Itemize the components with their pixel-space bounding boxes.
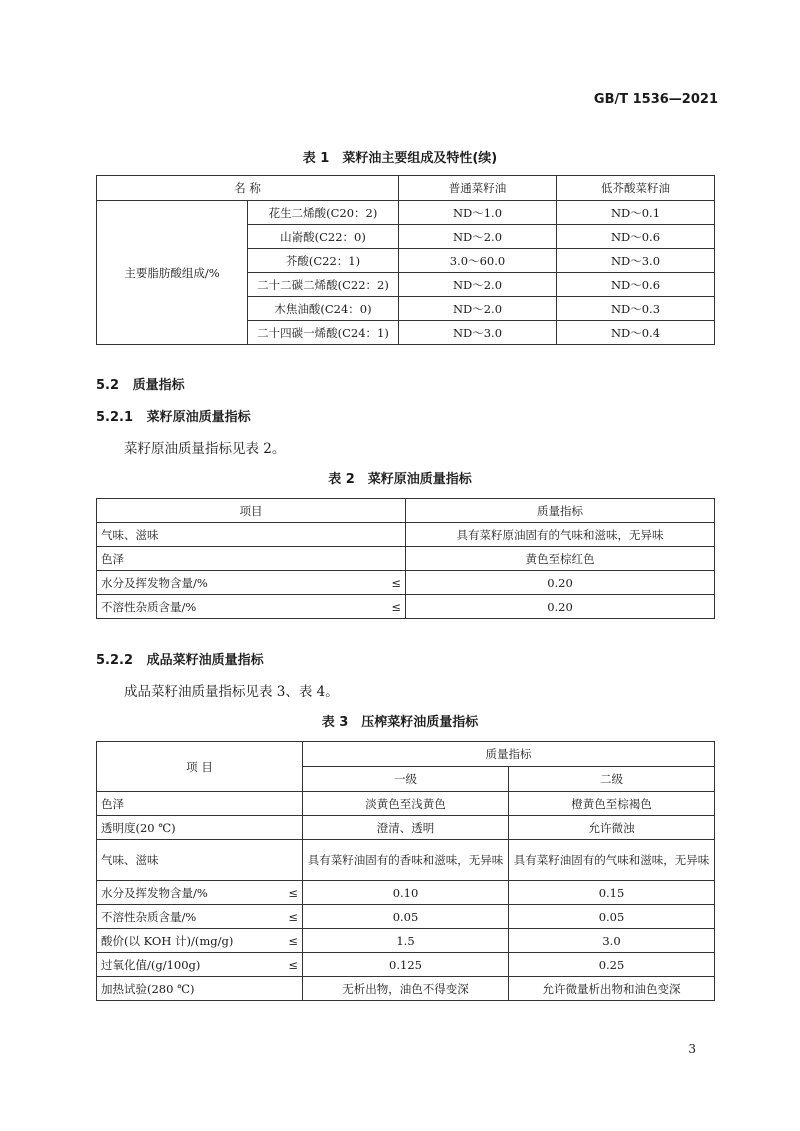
table1-row-low-erucic: ND～0.6 (557, 273, 715, 297)
table1-row-name: 花生二烯酸(C20：2) (248, 201, 399, 225)
table3-row-grade1: 1.5 (303, 929, 509, 953)
table2-row-item (97, 547, 406, 571)
table3-row-grade1: 0.125 (303, 953, 509, 977)
table1 (96, 175, 715, 345)
table1-row-ordinary: ND～3.0 (399, 321, 557, 345)
table3-row-grade1: 0.05 (303, 905, 509, 929)
standard-code: GB/T 1536—2021 (593, 92, 718, 107)
table3-row-grade2: 具有菜籽油固有的气味和滋味，无异味 (509, 840, 715, 881)
table-row (97, 571, 715, 595)
table3-row-grade2: 0.15 (509, 881, 715, 905)
table3-row-grade1: 淡黄色至浅黄色 (303, 792, 509, 816)
table-row (97, 840, 715, 881)
comparison-mark: ≤ (288, 885, 298, 900)
table3-row-item (97, 929, 303, 953)
item-label: 色泽 (101, 796, 124, 811)
section-number: 5.2 (96, 378, 120, 393)
table3-row-item (97, 816, 303, 840)
table1-row-low-erucic: ND～3.0 (557, 249, 715, 273)
table1-header-row (97, 176, 715, 201)
table2-row-value: 0.20 (406, 571, 715, 595)
table3-header-grade2: 二级 (509, 767, 715, 792)
table3-row-item (97, 905, 303, 929)
table3-row-grade2: 允许微浊 (509, 816, 715, 840)
table2 (96, 498, 715, 619)
table-row (97, 881, 715, 905)
section-title: 质量指标 (132, 378, 185, 393)
table2-row-value: 黄色至棕红色 (406, 547, 715, 571)
table3-row-grade2: 0.25 (509, 953, 715, 977)
table1-row-name: 二十二碳二烯酸(C22：2) (248, 273, 399, 297)
section-number: 5.2.2 (96, 653, 134, 668)
table-row (97, 523, 715, 547)
table1-row-low-erucic: ND～0.3 (557, 297, 715, 321)
table3-row-grade2: 0.05 (509, 905, 715, 929)
item-label: 不溶性杂质含量/% (101, 599, 197, 614)
table1-row-ordinary: ND～2.0 (399, 225, 557, 249)
table2-header-row (97, 499, 715, 523)
item-label: 酸价(以 KOH 计)/(mg/g) (101, 933, 234, 948)
section-title: 菜籽原油质量指标 (146, 410, 251, 425)
section-5-2-1-heading (96, 406, 251, 425)
table1-row-ordinary: ND～1.0 (399, 201, 557, 225)
table-row (97, 929, 715, 953)
table-row (97, 201, 715, 225)
table1-row-name: 木焦油酸(C24：0) (248, 297, 399, 321)
item-label: 气味、滋味 (101, 853, 159, 867)
comparison-mark: ≤ (391, 599, 401, 614)
table-row (97, 547, 715, 571)
table3-row-grade2: 橙黄色至棕褐色 (509, 792, 715, 816)
table1-row-name: 二十四碳一烯酸(C24：1) (248, 321, 399, 345)
table2-row-value: 0.20 (406, 595, 715, 619)
table3-header-quality: 质量指标 (303, 742, 715, 767)
table3-header-item: 项 目 (97, 742, 303, 792)
item-label: 过氧化值/(g/100g) (101, 957, 201, 972)
table1-group-label: 主要脂肪酸组成/% (97, 201, 248, 345)
table3-row-grade1: 无析出物，油色不得变深 (303, 977, 509, 1001)
table2-row-value: 具有菜籽原油固有的气味和滋味，无异味 (406, 523, 715, 547)
table3-row-grade1: 澄清、透明 (303, 816, 509, 840)
section-5-2-heading (96, 374, 185, 393)
table-row (97, 905, 715, 929)
item-label: 气味、滋味 (101, 527, 159, 542)
table1-row-low-erucic: ND～0.4 (557, 321, 715, 345)
section-5-2-2-heading (96, 649, 264, 668)
table1-header-name: 名 称 (97, 176, 399, 201)
table2-header-value: 质量指标 (406, 499, 715, 523)
table3-row-grade1: 具有菜籽油固有的香味和滋味，无异味 (303, 840, 509, 881)
table1-row-low-erucic: ND～0.1 (557, 201, 715, 225)
comparison-mark: ≤ (288, 933, 298, 948)
item-label: 透明度(20 ℃) (101, 820, 176, 835)
table3-header-grade1: 一级 (303, 767, 509, 792)
table1-row-ordinary: ND～2.0 (399, 297, 557, 321)
table1-row-low-erucic: ND～0.6 (557, 225, 715, 249)
table1-row-ordinary: 3.0～60.0 (399, 249, 557, 273)
table2-row-item (97, 595, 406, 619)
item-label: 水分及挥发物含量/% (101, 885, 208, 900)
table-row (97, 816, 715, 840)
table1-header-ordinary: 普通菜籽油 (399, 176, 557, 201)
table3-row-item (97, 977, 303, 1001)
table3-row-item (97, 881, 303, 905)
section-number: 5.2.1 (96, 410, 134, 425)
table3-row-grade2: 允许微量析出物和油色变深 (509, 977, 715, 1001)
table1-row-ordinary: ND～2.0 (399, 273, 557, 297)
table2-caption: 表 2 菜籽原油质量指标 (328, 472, 472, 487)
page-number: 3 (688, 1042, 696, 1056)
comparison-mark: ≤ (288, 957, 298, 972)
table1-header-low-erucic: 低芥酸菜籽油 (557, 176, 715, 201)
table3-row-item (97, 953, 303, 977)
table3 (96, 741, 715, 1001)
table3-row-grade2: 3.0 (509, 929, 715, 953)
table2-row-item (97, 523, 406, 547)
table-row (97, 953, 715, 977)
table3-row-grade1: 0.10 (303, 881, 509, 905)
table1-row-name: 山嵛酸(C22：0) (248, 225, 399, 249)
table2-row-item (97, 571, 406, 595)
section-5-2-1-text: 菜籽原油质量指标见表 2。 (124, 441, 286, 457)
table2-header-item: 项目 (97, 499, 406, 523)
table-row (97, 977, 715, 1001)
item-label: 色泽 (101, 551, 124, 566)
table1-caption: 表 1 菜籽油主要组成及特性(续) (302, 151, 498, 166)
item-label: 水分及挥发物含量/% (101, 575, 208, 590)
table1-row-name: 芥酸(C22：1) (248, 249, 399, 273)
section-title: 成品菜籽油质量指标 (146, 653, 264, 668)
table3-header-row (97, 742, 715, 767)
item-label: 加热试验(280 ℃) (101, 981, 195, 996)
item-label: 不溶性杂质含量/% (101, 909, 197, 924)
table3-caption: 表 3 压榨菜籽油质量指标 (321, 715, 479, 730)
section-5-2-2-text: 成品菜籽油质量指标见表 3、表 4。 (124, 684, 339, 700)
table3-row-item (97, 792, 303, 816)
comparison-mark: ≤ (288, 909, 298, 924)
comparison-mark: ≤ (391, 575, 401, 590)
table-row (97, 595, 715, 619)
table-row (97, 792, 715, 816)
table3-row-item (97, 840, 303, 881)
